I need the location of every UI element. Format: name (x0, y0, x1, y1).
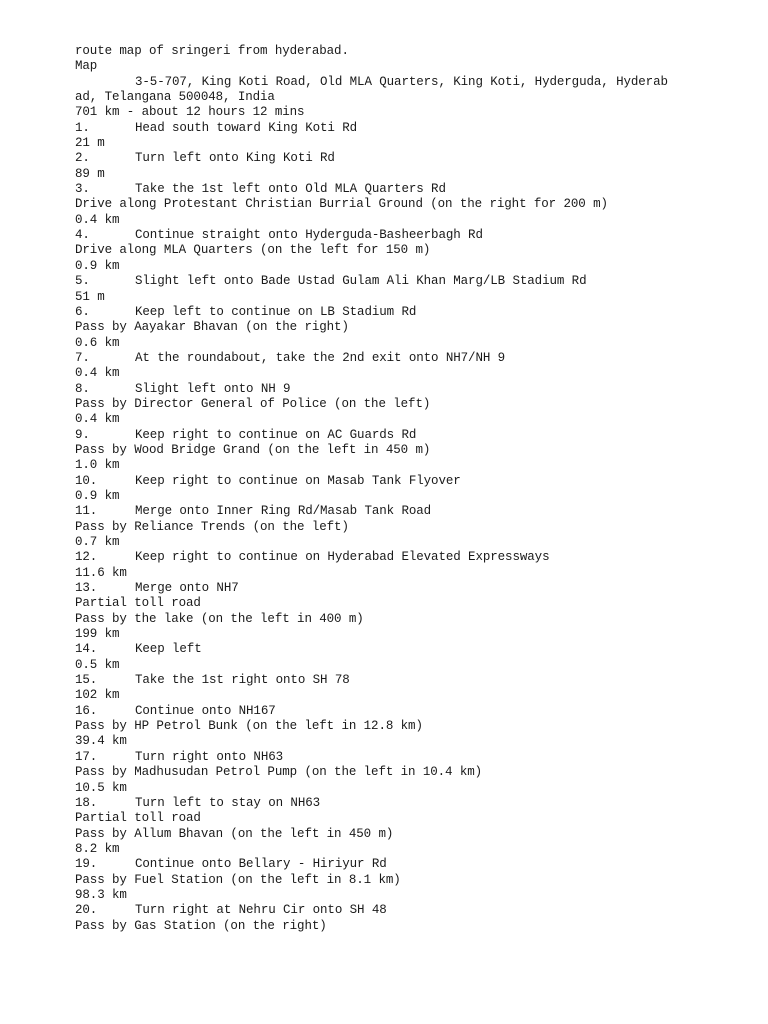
step-number: 18. (75, 795, 98, 810)
step-instruction: Slight left onto Bade Ustad Gulam Ali Khan Marg/LB Stadium Rd (135, 274, 587, 289)
direction-step (75, 382, 745, 397)
step-instruction: Keep left (135, 642, 202, 657)
step-instruction: Take the 1st right onto SH 78 (135, 673, 350, 688)
address-line (75, 75, 745, 90)
step-instruction: Continue onto NH167 (135, 703, 276, 718)
direction-step (75, 121, 745, 136)
step-instruction: Turn right at Nehru Cir onto SH 48 (135, 903, 387, 918)
step-instruction: Take the 1st left onto Old MLA Quarters Rd (135, 182, 446, 197)
step-distance: 51 m (75, 289, 105, 304)
step-number: 11. (75, 504, 98, 519)
step-distance: 0.5 km (75, 657, 120, 672)
step-number: 12. (75, 550, 98, 565)
step-number: 19. (75, 857, 98, 872)
direction-step (75, 151, 745, 166)
direction-step (75, 274, 745, 289)
step-detail: Drive along MLA Quarters (on the left for 150 m) (75, 243, 431, 258)
step-number: 5. (75, 274, 90, 289)
step-number: 6. (75, 304, 90, 319)
direction-step (75, 581, 745, 596)
step-distance: 0.6 km (75, 335, 120, 350)
step-distance: 10.5 km (75, 780, 127, 795)
direction-step (75, 673, 745, 688)
step-instruction: Merge onto Inner Ring Rd/Masab Tank Road (135, 504, 432, 519)
step-detail: Pass by the lake (on the left in 400 m) (75, 611, 364, 626)
step-detail: Partial toll road (75, 596, 201, 611)
direction-step (75, 796, 745, 811)
step-instruction: Turn right onto NH63 (135, 749, 284, 764)
step-detail: Pass by Director General of Police (on the left) (75, 396, 431, 411)
step-instruction: Merge onto NH7 (135, 581, 239, 596)
step-number: 1. (75, 120, 90, 135)
direction-step (75, 857, 745, 872)
step-instruction: Head south toward King Koti Rd (135, 120, 358, 135)
step-instruction: Keep left to continue on LB Stadium Rd (135, 304, 417, 319)
step-distance: 0.4 km (75, 212, 120, 227)
step-distance: 0.7 km (75, 535, 120, 549)
step-instruction: Keep right to continue on Masab Tank Flyover (135, 473, 461, 488)
route-summary: 701 km - about 12 hours 12 mins (75, 105, 305, 120)
step-detail: Pass by Reliance Trends (on the left) (75, 519, 349, 534)
direction-step (75, 182, 745, 197)
map-label: Map (75, 59, 98, 74)
step-number: 2. (75, 151, 90, 166)
step-detail: Drive along Protestant Christian Burrial Ground (on the right for 200 m) (75, 197, 608, 212)
step-instruction: At the roundabout, take the 2nd exit onto NH7/NH 9 (135, 350, 506, 365)
step-number: 3. (75, 182, 90, 197)
step-number: 17. (75, 749, 98, 764)
direction-step (75, 428, 745, 443)
step-distance: 89 m (75, 166, 105, 181)
step-number: 13. (75, 581, 98, 596)
step-detail: Pass by Fuel Station (on the left in 8.1 km) (75, 872, 401, 887)
step-detail: Pass by Aayakar Bhavan (on the right) (75, 320, 349, 335)
step-instruction: Slight left onto NH 9 (135, 381, 291, 396)
step-number: 16. (75, 703, 98, 718)
direction-step (75, 504, 745, 519)
address-text: 3-5-707, King Koti Road, Old MLA Quarters, King Koti, Hyderguda, Hyderab (135, 74, 668, 89)
step-number: 9. (75, 427, 90, 442)
direction-step (75, 228, 745, 243)
step-instruction: Continue straight onto Hyderguda-Basheerbagh Rd (135, 228, 483, 243)
step-number: 10. (75, 473, 98, 488)
step-detail: Partial toll road (75, 811, 201, 826)
step-distance: 98.3 km (75, 887, 127, 902)
direction-step (75, 903, 745, 918)
step-distance: 102 km (75, 688, 120, 703)
step-distance: 0.4 km (75, 366, 120, 381)
step-instruction: Turn left onto King Koti Rd (135, 151, 335, 166)
step-distance: 0.9 km (75, 488, 120, 503)
step-instruction: Turn left to stay on NH63 (135, 795, 321, 810)
step-number: 7. (75, 350, 90, 365)
step-detail: Pass by Wood Bridge Grand (on the left in 450 m) (75, 442, 431, 457)
step-instruction: Keep right to continue on Hyderabad Elevated Expressways (135, 550, 550, 565)
step-distance: 21 m (75, 136, 105, 151)
step-distance: 11.6 km (75, 565, 127, 580)
step-distance: 0.4 km (75, 412, 120, 427)
step-distance: 8.2 km (75, 841, 120, 856)
step-distance: 39.4 km (75, 734, 127, 749)
direction-step (75, 305, 745, 320)
step-detail: Pass by Madhusudan Petrol Pump (on the left in 10.4 km) (75, 765, 483, 780)
step-detail: Pass by HP Petrol Bunk (on the left in 12.8 km) (75, 719, 423, 734)
direction-step (75, 474, 745, 489)
step-number: 14. (75, 642, 98, 657)
document-title: route map of sringeri from hyderabad. (75, 44, 349, 58)
address-line-continued: ad, Telangana 500048, India (75, 90, 275, 105)
direction-step (75, 704, 745, 719)
direction-step (75, 550, 745, 565)
step-detail: Pass by Gas Station (on the right) (75, 918, 327, 933)
directions-list (75, 121, 745, 934)
step-number: 4. (75, 228, 90, 243)
step-number: 20. (75, 903, 98, 918)
step-distance: 0.9 km (75, 258, 120, 273)
direction-step (75, 351, 745, 366)
step-distance: 199 km (75, 627, 120, 642)
document-body (75, 44, 745, 934)
step-instruction: Keep right to continue on AC Guards Rd (135, 427, 417, 442)
direction-step (75, 642, 745, 657)
direction-step (75, 750, 745, 765)
step-number: 15. (75, 673, 98, 688)
step-distance: 1.0 km (75, 458, 120, 473)
step-instruction: Continue onto Bellary - Hiriyur Rd (135, 857, 387, 872)
step-number: 8. (75, 381, 90, 396)
step-detail: Pass by Allum Bhavan (on the left in 450 m) (75, 826, 394, 841)
